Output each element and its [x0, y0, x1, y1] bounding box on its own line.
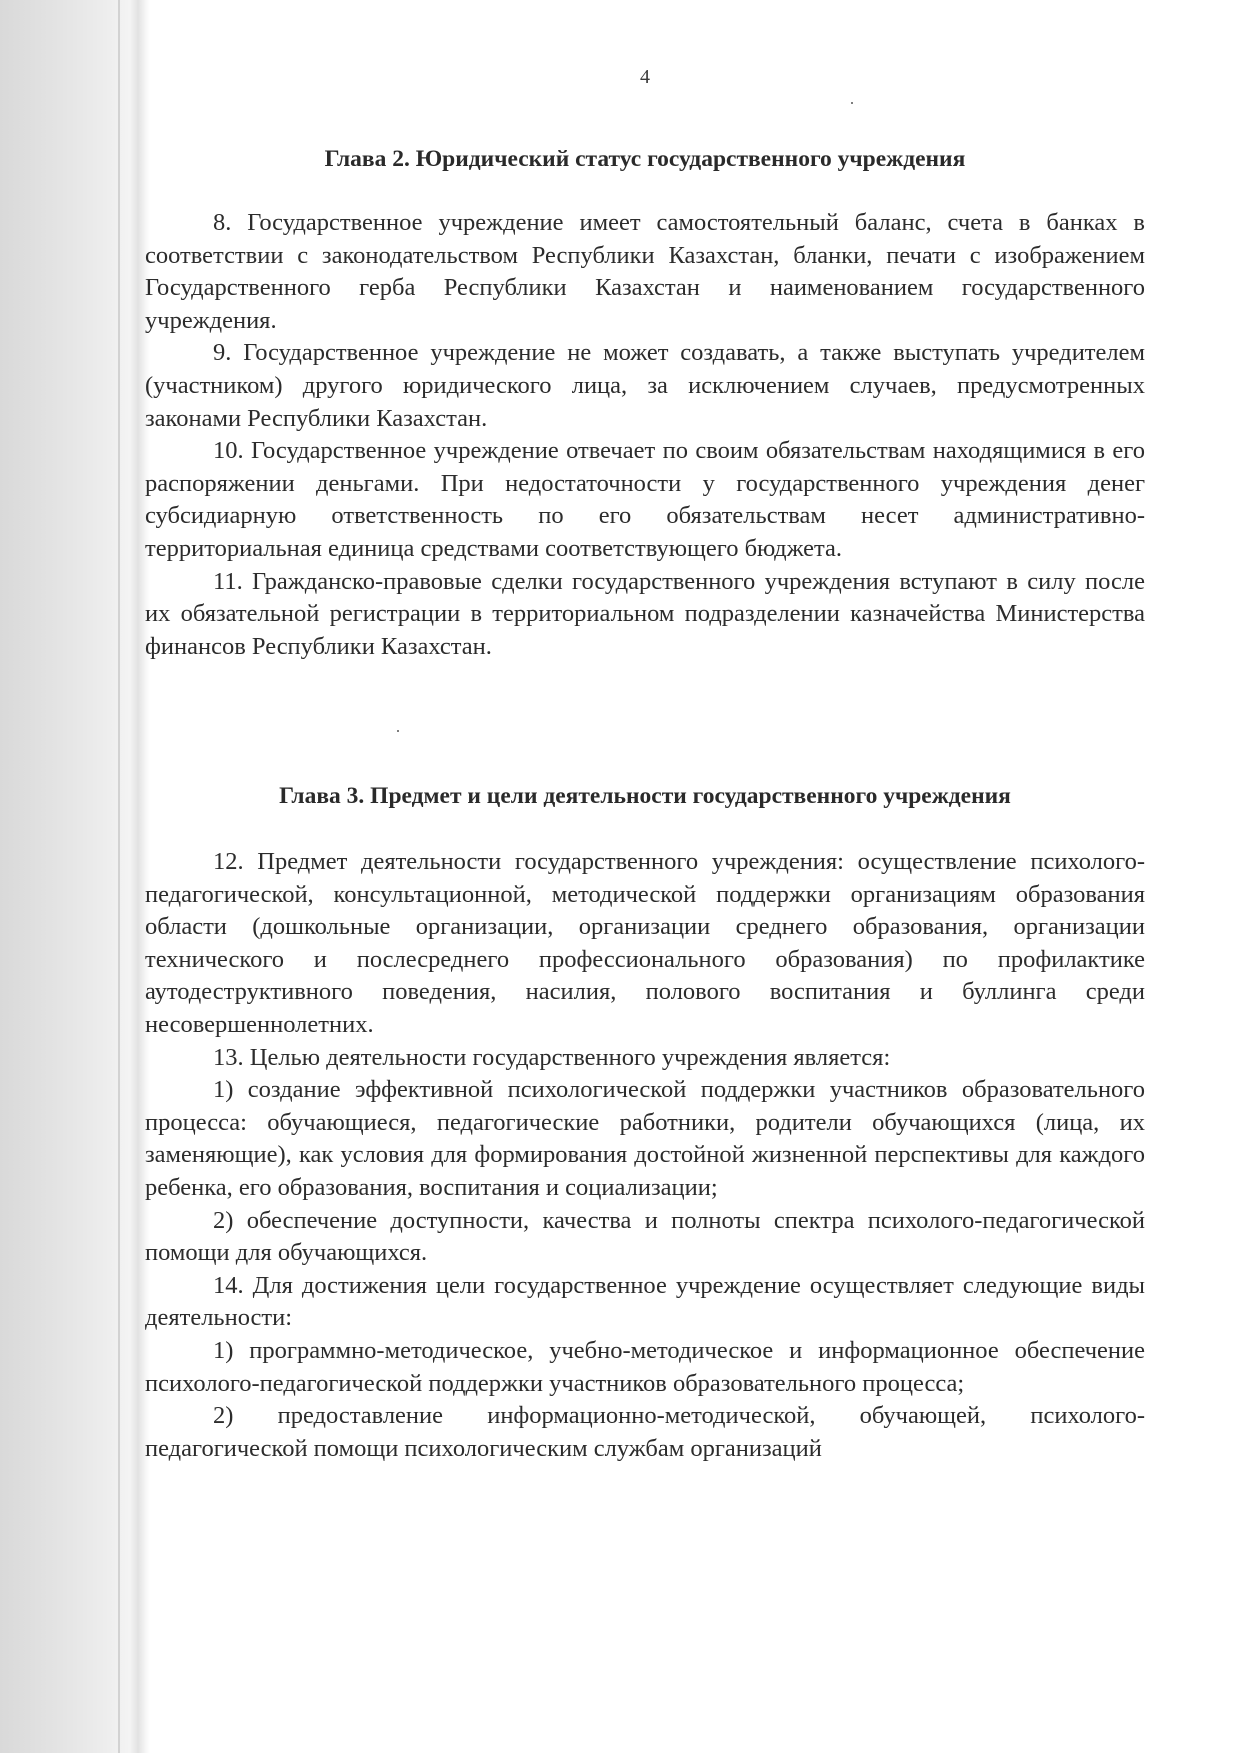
paragraph-11: 11. Гражданско-правовые сделки государственного учреждения вступают в силу после их обязательной регистрации в территориальном подразделении казначейства Министерства финансов Республики Казахстан. — [145, 567, 1145, 660]
chapter-3-body — [145, 846, 1145, 1465]
chapter-title: Глава 3. Предмет и цели деятельности государственного учреждения — [279, 783, 1011, 809]
scan-shadow-edge — [0, 0, 150, 1753]
page-number: 4 — [640, 66, 650, 88]
paragraph-9: 9. Государственное учреждение не может создавать, а также выступать учредителем (участником) другого юридического лица, за исключением случаев, предусмотренных законами Республики Казахстан. — [145, 339, 1145, 432]
scan-speck — [397, 730, 399, 732]
scan-speck — [851, 102, 853, 104]
paragraph-14: 14. Для достижения цели государственное учреждение осуществляет следующие виды деятельности: — [145, 1271, 1145, 1332]
paragraph-8: 8. Государственное учреждение имеет самостоятельный баланс, счета в банках в соответствии с законодательством Республики Казахстан, бланки, печати с изображением Государственного герба Республики Казахстан и наименованием государственного учреждения. — [145, 209, 1145, 334]
paragraph-12: 12. Предмет деятельности государственного учреждения: осуществление психолого-педагогической, консультационной, методической поддержки организациям образования области (дошкольные организации, организации среднего образования, организации технического и послесреднего профессионального образования) по профилактике аутодеструктивного поведения, насилия, полового воспитания и буллинга среди несовершеннолетних. — [145, 848, 1145, 1038]
paragraph-13-item-2: 2) обеспечение доступности, качества и полноты спектра психолого-педагогической помощи для обучающихся. — [145, 1206, 1145, 1267]
paragraph-13-item-1: 1) создание эффективной психологической поддержки участников образовательного процесса: обучающиеся, педагогические работники, родители обучающихся (лица, их заменяющие), как условия для формирования достойной жизненной перспективы для каждого ребенка, его образования, воспитания и социализации; — [145, 1076, 1145, 1201]
paragraph-13: 13. Целью деятельности государственного учреждения является: — [213, 1043, 891, 1071]
document-page — [145, 0, 1145, 1753]
chapter-2-body — [145, 207, 1145, 663]
paragraph-10: 10. Государственное учреждение отвечает по своим обязательствам находящимися в его распоряжении деньгами. При недостаточности у государственного учреждения денег субсидиарную ответственность по его обязательствам несет административно-территориальная единица средствами соответствующего бюджета. — [145, 437, 1145, 562]
paragraph-14-item-1: 1) программно-методическое, учебно-методическое и информационное обеспечение психолого-педагогической поддержки участников образовательного процесса; — [145, 1336, 1145, 1397]
chapter-3-heading — [145, 779, 1145, 813]
paragraph-14-item-2: 2) предоставление информационно-методической, обучающей, психолого-педагогической помощи психологическим службам организаций — [145, 1402, 1145, 1462]
chapter-title: Глава 2. Юридический статус государственного учреждения — [324, 146, 966, 172]
chapter-2-heading — [145, 142, 1145, 176]
